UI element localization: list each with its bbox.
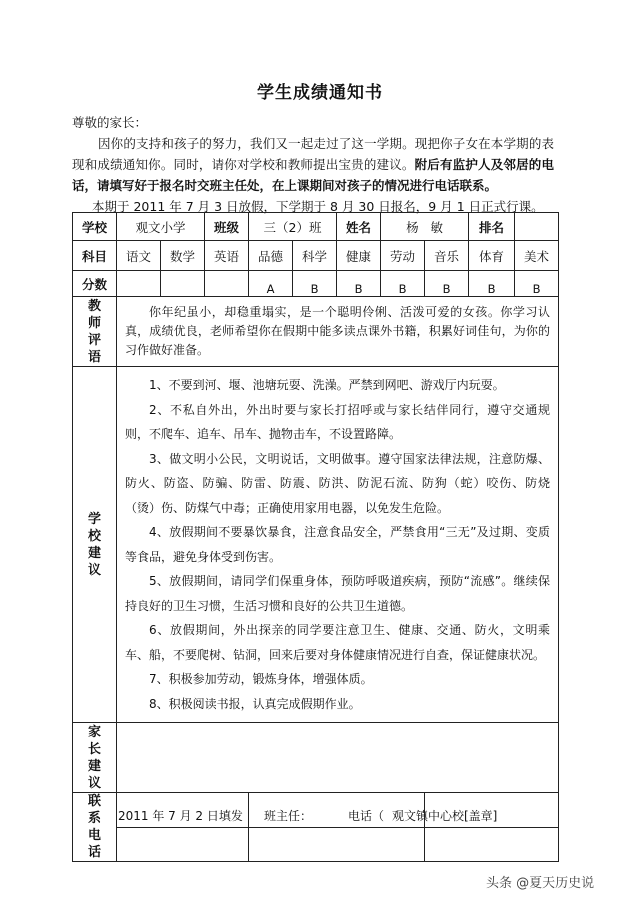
advice-item: 7、积极参加劳动，锻炼身体，增强体质。 [149,672,373,686]
schedule-text: 本期于 2011 年 7 月 3 日放假，下学期于 8 月 30 日报名，9 月 1 日正式行课。 [92,199,544,214]
score-cell: B [515,271,559,297]
intro-bold-text: 附后有监护人及邻居的电话，请填写好于报名时交班主任处，在上课期间对孩子的情况进行电话联系。 [72,157,554,193]
teacher-comment-row [73,297,559,367]
contact-field[interactable] [117,827,249,862]
advice-item: 3、做文明小公民，文明说话，文明做事。遵守国家法律法规，注意防爆、防火、防盗、防骗、防雷、防震、防洪、防泥石流、防狗（蛇）咬伤、防烧（烫）伤、防煤气中毒；正确使用家用电器，以免发生危险。 [125,451,551,515]
subject-cell: 健康 [337,241,381,271]
subject-cell: 品德 [249,241,293,271]
class-label: 班级 [205,213,249,241]
score-cell: A [249,271,293,297]
footer [118,807,497,824]
rank-value [515,213,559,241]
subjects-row [73,241,559,271]
scores-row [73,271,559,297]
subject-cell: 英语 [205,241,249,271]
advice-item: 6、放假期间，外出探亲的同学要注意卫生、健康、交通、防火，文明乘车、船，不要爬树、钻洞，回来后要对身体健康情况进行自查，保证健康状况。 [125,623,551,662]
contact-row-2 [73,827,559,862]
subject-cell: 语文 [117,241,161,271]
score-cell: B [425,271,469,297]
school-value: 观文小学 [117,213,205,241]
greeting: 尊敬的家长： [72,115,148,130]
advice-item: 4、放假期间不要暴饮暴食，注意食品安全，严禁食用“三无”及过期、变质等食品，避免身体受到伤害。 [125,525,551,564]
parent-advice-row [73,723,559,793]
footer-school-seal: 观文镇中心校[盖章] [392,809,498,823]
subject-cell: 美术 [515,241,559,271]
parent-advice-field[interactable] [117,723,559,793]
score-cell [161,271,205,297]
class-value: 三（2）班 [249,213,337,241]
advice-item: 5、放假期间，请同学们保重身体，预防呼吸道疾病，预防“流感”。继续保持良好的卫生习惯，生活习惯和良好的公共卫生道德。 [125,574,551,613]
info-row [73,213,559,241]
teacher-comment-label: 教 师 评 语 [73,297,117,367]
name-value: 杨 敏 [381,213,469,241]
intro-normal-text: 因你的支持和孩子的努力，我们又一起走过了这一学期。现把你子女在本学期的表现和成绩通知你。同时，请你对学校和教师提出宝贵的建议。 [72,136,554,172]
subject-cell: 音乐 [425,241,469,271]
school-advice-content [117,367,559,723]
score-cell: B [337,271,381,297]
school-advice-row [73,367,559,723]
footer-phone: 电话（ [348,809,385,823]
intro-paragraph [72,133,554,196]
subject-cell: 科学 [293,241,337,271]
footer-teacher: 班主任： [264,809,313,823]
contact-label: 联 系 电 话 [73,793,117,862]
contact-field[interactable] [425,827,559,862]
advice-item: 2、不私自外出，外出时要与家长打招呼或与家长结伴同行，遵守交通规则，不爬车、追车、吊车、抛物击车，不设置路障。 [125,402,551,441]
report-table [72,212,559,862]
parent-advice-label: 家 长 建 议 [73,723,117,793]
advice-item: 1、不要到河、堰、池塘玩耍、洗澡。严禁到网吧、游戏厅内玩耍。 [149,378,505,392]
footer-date: 2011 年 7 月 2 日填发 [118,809,243,823]
rank-label: 排名 [469,213,515,241]
score-cell: B [293,271,337,297]
scores-label: 分数 [73,271,117,297]
school-advice-label: 学 校 建 议 [73,367,117,723]
advice-item: 8、积极阅读书报，认真完成假期作业。 [149,696,361,711]
contact-field[interactable] [249,827,425,862]
page-title: 学生成绩通知书 [257,83,383,103]
school-label: 学校 [73,213,117,241]
subject-cell: 劳动 [381,241,425,271]
score-cell: B [469,271,515,297]
name-label: 姓名 [337,213,381,241]
score-cell [205,271,249,297]
subject-cell: 体育 [469,241,515,271]
teacher-comment-text: 你年纪虽小，却稳重塌实，是一个聪明伶俐、活泼可爱的女孩。你学习认真，成绩优良，老师希望你在假期中能多读点课外书籍，积累好词佳句，为你的习作做好准备。 [117,297,559,367]
score-cell [117,271,161,297]
subjects-label: 科目 [73,241,117,271]
subject-cell: 数学 [161,241,205,271]
watermark: 头条 @夏天历史说 [486,876,595,891]
score-cell: B [381,271,425,297]
